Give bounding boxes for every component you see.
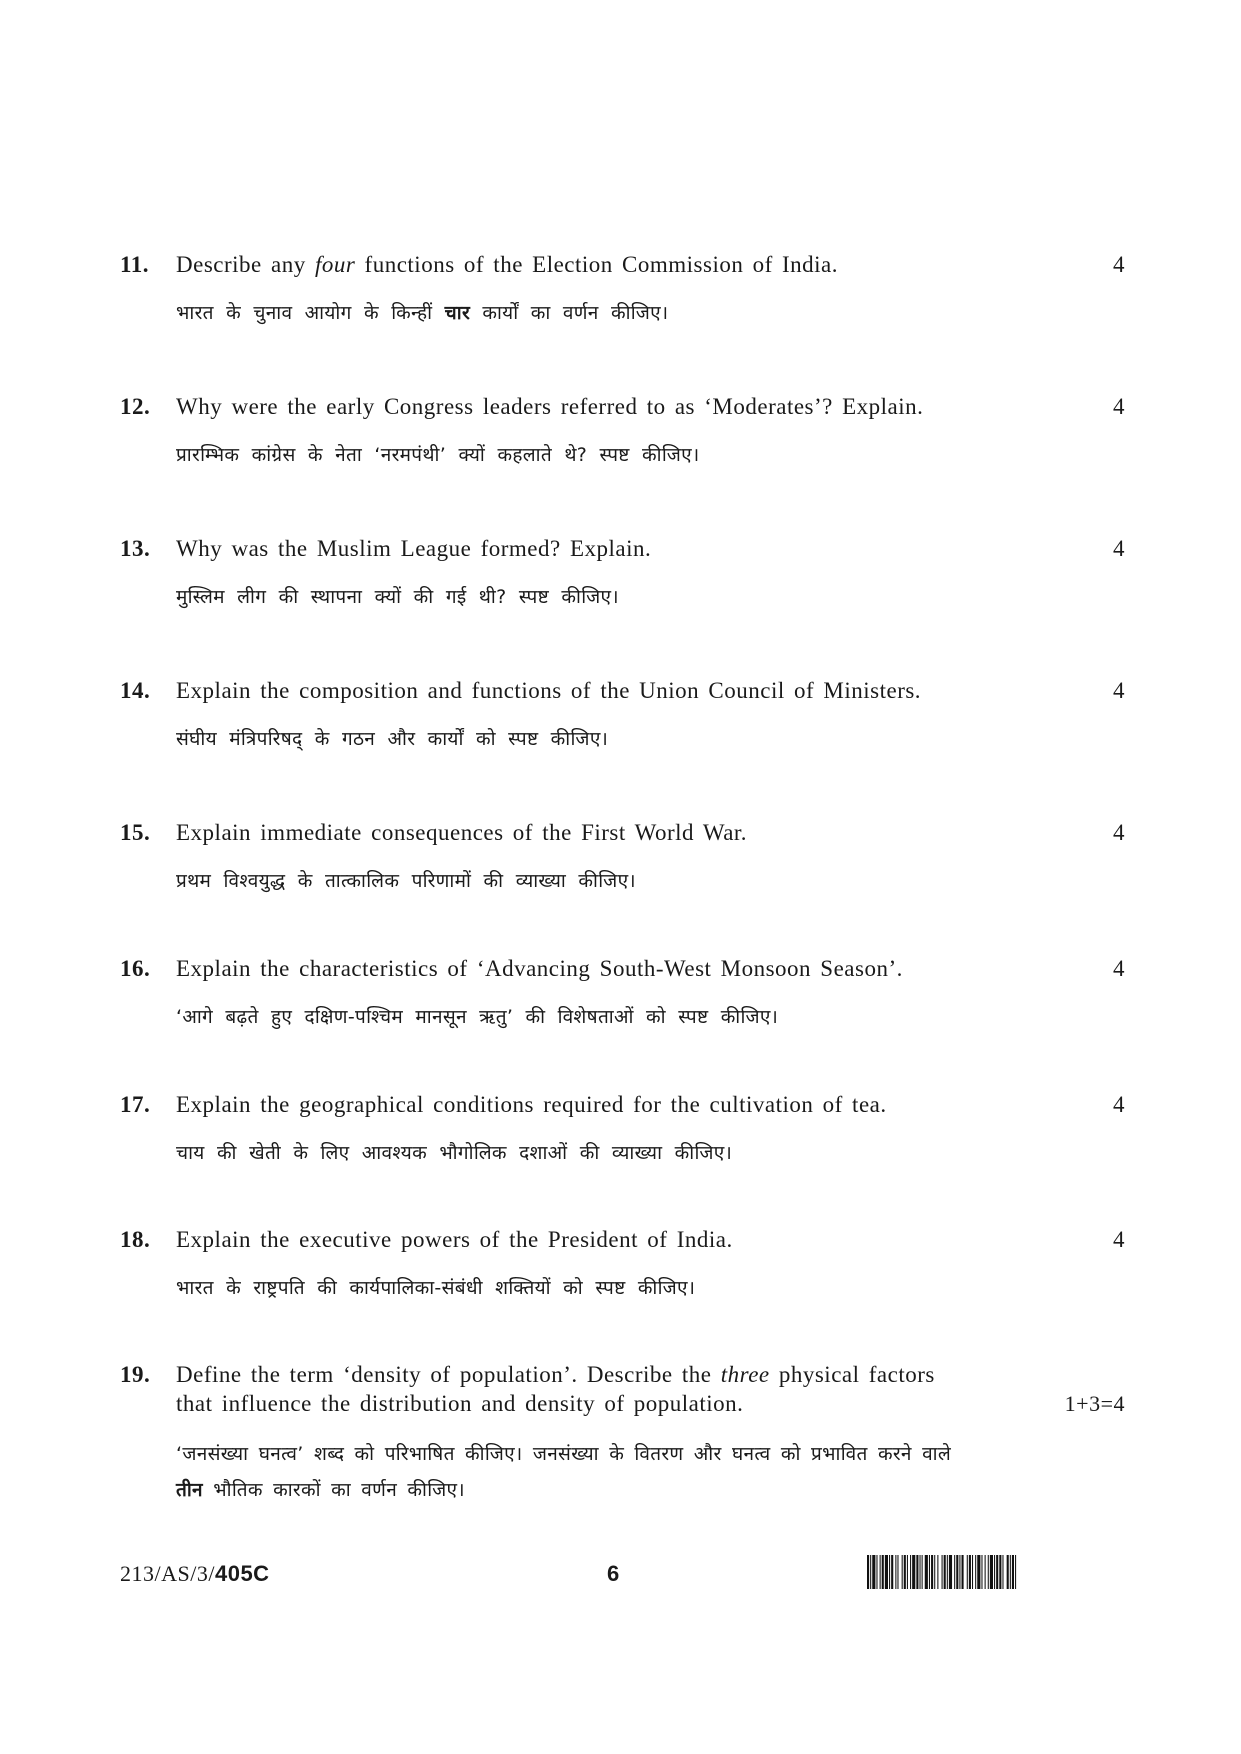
question-number: 12. bbox=[120, 394, 151, 419]
question-text-english: Describe any four functions of the Election Commission of India. bbox=[176, 252, 839, 277]
question-text-english: Explain the composition and functions of the Union Council of Ministers. bbox=[176, 678, 922, 703]
question-text-english: Why were the early Congress leaders referred to as ‘Moderates’? Explain. bbox=[176, 394, 924, 419]
question-marks: 4 bbox=[1113, 252, 1125, 277]
question-text-english: Explain the executive powers of the President of India. bbox=[176, 1227, 733, 1252]
question-19 bbox=[120, 1360, 1125, 1508]
question-12 bbox=[120, 392, 1125, 472]
question-number: 19. bbox=[120, 1362, 151, 1387]
question-text-hindi: भारत के राष्ट्रपति की कार्यपालिका-संबंधी शक्तियों को स्पष्ट कीजिए। bbox=[176, 1277, 696, 1299]
question-number: 16. bbox=[120, 956, 151, 981]
question-text-english: Explain the geographical conditions required for the cultivation of tea. bbox=[176, 1092, 887, 1117]
question-17 bbox=[120, 1090, 1125, 1170]
question-text-hindi: भारत के चुनाव आयोग के किन्हीं चार कार्यों का वर्णन कीजिए। bbox=[176, 302, 669, 324]
paper-code: 213/AS/3/405C bbox=[120, 1561, 270, 1586]
question-marks: 1+3=4 bbox=[1064, 1391, 1125, 1416]
question-text-hindi: ‘जनसंख्या घनत्व’ शब्द को परिभाषित कीजिए। जनसंख्या के वितरण और घनत्व को प्रभावित करने वाले तीन भौतिक कारकों का वर्णन कीजिए। bbox=[176, 1443, 952, 1501]
question-15 bbox=[120, 818, 1125, 898]
question-marks: 4 bbox=[1113, 956, 1125, 981]
question-number: 13. bbox=[120, 536, 151, 561]
question-text-hindi: मुस्लिम लीग की स्थापना क्यों की गई थी? स्पष्ट कीजिए। bbox=[176, 586, 619, 608]
page-number: 6 bbox=[607, 1561, 620, 1586]
question-16 bbox=[120, 954, 1125, 1034]
question-marks: 4 bbox=[1113, 394, 1125, 419]
question-number: 18. bbox=[120, 1227, 151, 1252]
question-text-hindi: संघीय मंत्रिपरिषद् के गठन और कार्यों को स्पष्ट कीजिए। bbox=[176, 728, 609, 750]
question-text-hindi: चाय की खेती के लिए आवश्यक भौगोलिक दशाओं की व्याख्या कीजिए। bbox=[176, 1142, 733, 1164]
question-text-english: Why was the Muslim League formed? Explain. bbox=[176, 536, 652, 561]
question-marks: 4 bbox=[1113, 678, 1125, 703]
page-footer bbox=[120, 1555, 1125, 1595]
question-marks: 4 bbox=[1113, 820, 1125, 845]
question-text-hindi: प्रारम्भिक कांग्रेस के नेता ‘नरमपंथी’ क्यों कहलाते थे? स्पष्ट कीजिए। bbox=[176, 444, 700, 466]
question-text-english: Define the term ‘density of population’. Describe the three physical factors that influence the distribution and density of population. bbox=[176, 1362, 935, 1416]
question-marks: 4 bbox=[1113, 1227, 1125, 1252]
question-18 bbox=[120, 1225, 1125, 1305]
question-number: 15. bbox=[120, 820, 151, 845]
question-number: 14. bbox=[120, 678, 151, 703]
question-number: 17. bbox=[120, 1092, 151, 1117]
question-text-hindi: ‘आगे बढ़ते हुए दक्षिण-पश्चिम मानसून ऋतु’ की विशेषताओं को स्पष्ट कीजिए। bbox=[176, 1006, 779, 1028]
question-11 bbox=[120, 250, 1125, 330]
barcode-icon bbox=[867, 1555, 1125, 1589]
question-marks: 4 bbox=[1113, 1092, 1125, 1117]
question-text-hindi: प्रथम विश्वयुद्ध के तात्कालिक परिणामों की व्याख्या कीजिए। bbox=[176, 870, 636, 892]
question-13 bbox=[120, 534, 1125, 614]
question-14 bbox=[120, 676, 1125, 756]
question-text-english: Explain immediate consequences of the First World War. bbox=[176, 820, 748, 845]
question-number: 11. bbox=[120, 252, 149, 277]
question-text-english: Explain the characteristics of ‘Advancing South-West Monsoon Season’. bbox=[176, 956, 903, 981]
question-marks: 4 bbox=[1113, 536, 1125, 561]
